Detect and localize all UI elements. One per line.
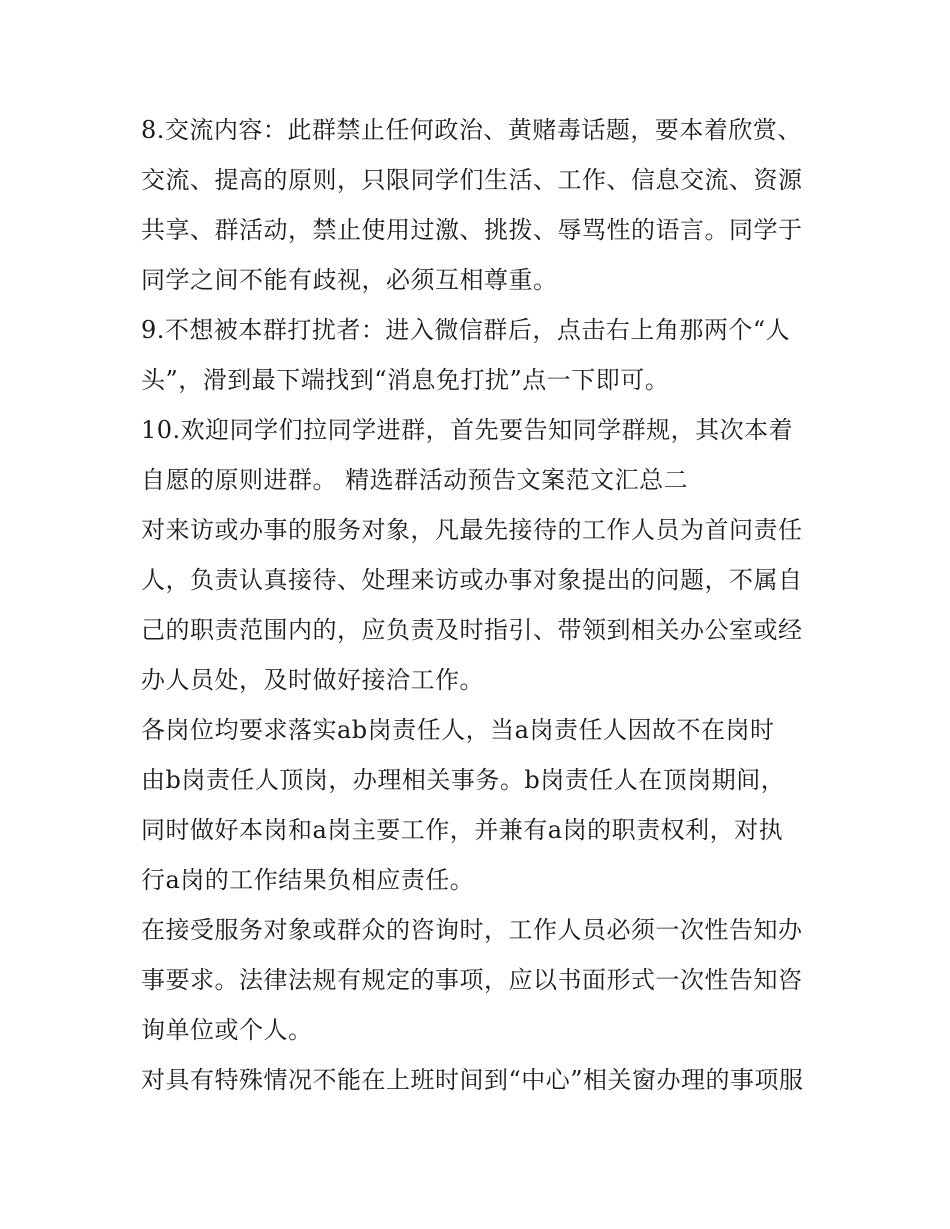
text-line: 8.交流内容：此群禁止任何政治、黄赌毒话题，要本着欣赏、 bbox=[141, 116, 802, 144]
text-line: 同时做好本岗和a岗主要工作，并兼有a岗的职责权利，对执 bbox=[141, 816, 784, 844]
text-line: 人，负责认真接待、处理来访或办事对象提出的问题，不属自 bbox=[141, 566, 803, 594]
text-line: 行a岗的工作结果负相应责任。 bbox=[141, 866, 475, 894]
text-line: 头”，滑到最下端找到“消息免打扰”点一下即可。 bbox=[141, 366, 670, 394]
text-line: 10.欢迎同学们拉同学进群，首先要告知同学群规，其次本着 bbox=[141, 416, 794, 444]
text-line: 办人员处，及时做好接洽工作。 bbox=[141, 666, 484, 694]
text-line: 交流、提高的原则，只限同学们生活、工作、信息交流、资源 bbox=[141, 166, 803, 194]
text-line: 同学之间不能有歧视，必须互相尊重。 bbox=[141, 266, 558, 294]
text-line: 自愿的原则进群。 精选群活动预告文案范文汇总二 bbox=[141, 466, 689, 494]
text-line: 各岗位均要求落实ab岗责任人，当a岗责任人因故不在岗时 bbox=[141, 716, 775, 744]
text-line: 在接受服务对象或群众的咨询时，工作人员必须一次性告知办 bbox=[141, 916, 803, 944]
text-line: 共享、群活动，禁止使用过激、挑拨、辱骂性的语言。同学于 bbox=[141, 216, 803, 244]
text-line: 事要求。法律法规有规定的事项，应以书面形式一次性告知咨 bbox=[141, 966, 803, 994]
text-line: 询单位或个人。 bbox=[141, 1016, 313, 1044]
text-line: 9.不想被本群打扰者：进入微信群后，点击右上角那两个“人 bbox=[141, 316, 791, 344]
text-line: 由b岗责任人顶岗，办理相关事务。b岗责任人在顶岗期间， bbox=[141, 766, 786, 794]
text-line: 己的职责范围内的，应负责及时指引、带领到相关办公室或经 bbox=[141, 616, 803, 644]
text-line: 对具有特殊情况不能在上班时间到“中心”相关窗办理的事项服 bbox=[141, 1066, 804, 1094]
text-line: 对来访或办事的服务对象，凡最先接待的工作人员为首问责任 bbox=[141, 516, 803, 544]
